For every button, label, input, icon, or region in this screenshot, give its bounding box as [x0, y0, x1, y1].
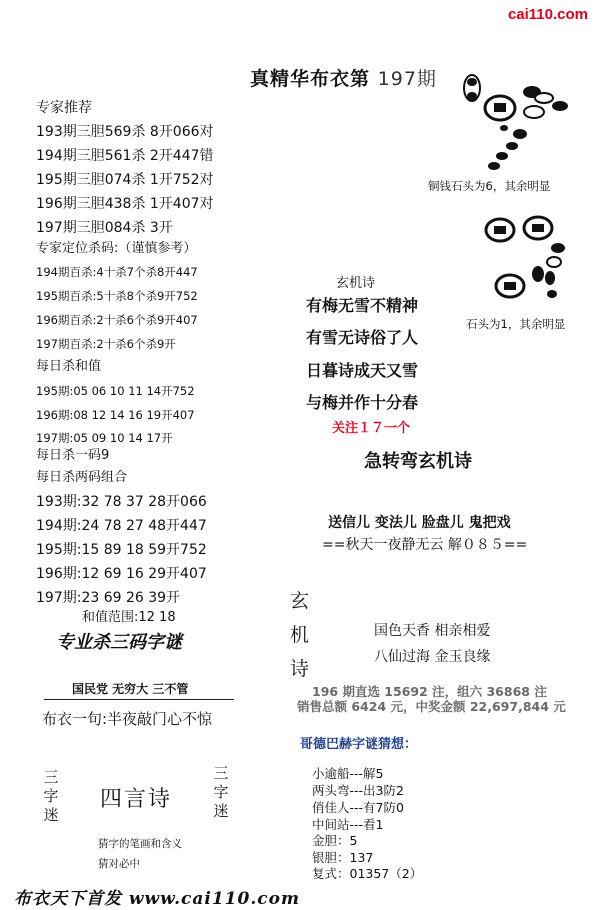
- goethe-heading: 哥德巴赫字谜猜想：: [300, 737, 418, 752]
- daily-sum-heading: 每日杀和值: [36, 359, 102, 374]
- four-char-poem-title: 四言诗: [100, 787, 173, 812]
- position-kill-row: 197期百杀:2十杀6个杀9开: [36, 337, 176, 351]
- party-line: 国民党 无穷大 三不管: [72, 682, 189, 696]
- xuanji-vertical-char: 机: [290, 624, 310, 646]
- goethe-row: 中间站---看1: [312, 817, 384, 832]
- kill-two-row: 194期:24 78 27 48开447: [36, 518, 207, 534]
- goethe-row: 两头弯---出3防2: [312, 783, 404, 798]
- left-three-char-riddle: 三字迷: [43, 768, 59, 824]
- kill-two-row: 195期:15 89 18 59开752: [36, 542, 207, 558]
- poem-note: 猜字的笔画和含义: [98, 838, 182, 850]
- kill-two-row: 196期:12 69 16 29开407: [36, 566, 207, 582]
- poem-heading: 玄机诗: [336, 276, 376, 291]
- sales-summary: 196 期直选 15692 注，组六 36868 注: [312, 684, 547, 699]
- daily-sum-row: 195期:05 06 10 11 14开752: [36, 384, 195, 398]
- daily-sum-row: 196期:08 12 14 16 19开407: [36, 408, 195, 422]
- coin-stone-figure-top: [458, 68, 570, 180]
- title-main: 真精华布衣第: [250, 68, 371, 90]
- goethe-row: 小逾船---解5: [312, 766, 384, 781]
- xuanji-vertical-char: 玄: [290, 590, 310, 612]
- position-kill-heading: 专家定位杀码:（谨慎参考）: [36, 241, 197, 256]
- brain-teaser-line: 送信儿 变法儿 脸盘儿 鬼把戏: [328, 515, 511, 531]
- page-title: [250, 64, 437, 91]
- kill-two-heading: 每日杀两码组合: [36, 470, 128, 485]
- expert-row: 195期三胆074杀 1开752对: [36, 172, 214, 188]
- sum-range: 和值范围:12 18: [82, 610, 176, 625]
- xuanji-vertical-char: 诗: [290, 658, 310, 680]
- expert-row: 194期三胆561杀 2开447错: [36, 148, 214, 164]
- sales-summary: 销售总额 6424 元，中奖金额 22,697,844 元: [297, 699, 566, 714]
- right-three-char-riddle: 三字迷: [213, 764, 229, 820]
- coin-stone-figure-bottom: [484, 212, 572, 308]
- poem-line: 与梅并作十分春: [306, 393, 419, 412]
- brain-teaser-answer: ==秋天一夜静无云 解０８５==: [322, 537, 528, 553]
- poem-follow-hint: 关注１７一个: [332, 421, 411, 436]
- expert-heading: 专家推荐: [36, 100, 92, 116]
- xuanji-line: 国色天香 相亲相爱: [374, 623, 491, 639]
- xuanji-line: 八仙过海 金玉良缘: [374, 649, 491, 665]
- expert-row: 193期三胆569杀 8开066对: [36, 124, 214, 140]
- goethe-row: 金胆：5: [312, 833, 358, 848]
- expert-row: 196期三胆438杀 1开407对: [36, 196, 214, 212]
- kill-two-row: 193期:32 78 37 28开066: [36, 494, 207, 510]
- brain-teaser-heading: 急转弯玄机诗: [364, 451, 472, 472]
- footer-banner: 布衣天下首发 www.cai110.com: [14, 889, 300, 909]
- poem-line: 有梅无雪不精神: [306, 296, 419, 315]
- expert-row: 197期三胆084杀 3开: [36, 220, 173, 236]
- coin-bottom-caption: 石头为1，其余明显: [466, 317, 566, 331]
- poem-line: 有雪无诗俗了人: [306, 328, 419, 347]
- one-line-riddle: 布衣一句:半夜敲门心不惊: [42, 710, 213, 728]
- goethe-row: 银胆：137: [312, 850, 374, 865]
- goethe-row: 复式：01357（2）: [312, 866, 423, 881]
- title-issue: 197期: [377, 68, 437, 90]
- poem-note: 猜对必中: [98, 858, 140, 870]
- position-kill-row: 195期百杀:5十杀8个杀9开752: [36, 289, 198, 303]
- coin-top-caption: 铜钱石头为6，其余明显: [428, 179, 551, 193]
- three-code-riddle-title: 专业杀三码字谜: [56, 632, 182, 653]
- divider: [44, 699, 234, 700]
- daily-sum-row: 197期:05 09 10 14 17开: [36, 431, 173, 445]
- kill-two-row: 197期:23 69 26 39开: [36, 590, 181, 606]
- poem-line: 日暮诗成天又雪: [306, 361, 419, 380]
- site-logo[interactable]: cai110.com: [507, 6, 588, 23]
- goethe-row: 俏佳人---有7防0: [312, 800, 404, 815]
- position-kill-row: 196期百杀:2十杀6个杀9开407: [36, 313, 198, 327]
- kill-one-code: 每日杀一码9: [36, 448, 110, 463]
- position-kill-row: 194期百杀:4十杀7个杀8开447: [36, 265, 198, 279]
